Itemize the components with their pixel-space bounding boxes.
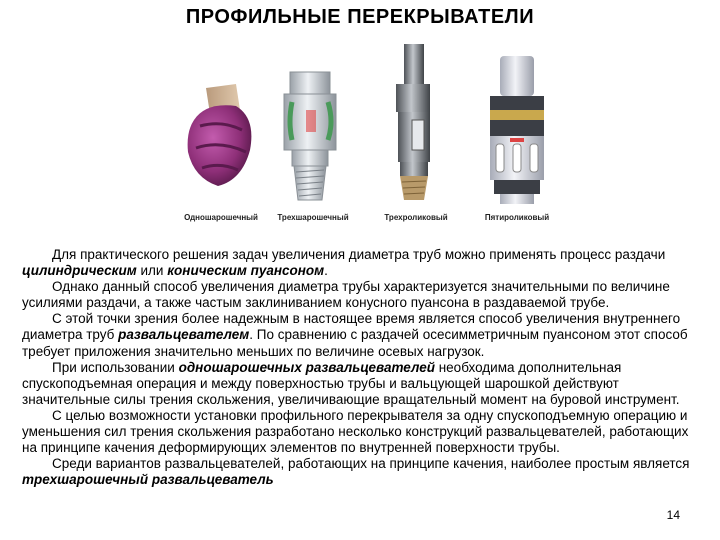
para-4-seg-0: С целью возможности установки профильного перекрывателя за одну спускоподъемную операцию и уменьшения сил трения скольжения разработано несколько конструкций развальцевателей, работающих на принципе качения деформирующих элементов по внутренней поверхности трубы. (22, 407, 689, 456)
para-5-seg-1: трехшарошечный развальцеватель (22, 472, 274, 488)
para-2-seg-2: . По сравнению с раздачей осесимметричным пуансоном этот способ требует приложения значительно меньших по величине осевых нагрузок. (22, 327, 688, 359)
para-0-seg-2: или (136, 263, 168, 279)
para-0-seg-0: Для практического решения задач увеличения диаметра труб можно применять процесс раздачи (52, 247, 666, 262)
one-cone-expander-image (176, 40, 266, 230)
para-3-seg-0: При использовании (52, 359, 179, 375)
three-cone-expander-image (278, 40, 348, 230)
caption-five-roller: Пятироликовый (484, 213, 550, 222)
paragraph (22, 247, 694, 279)
paragraph (22, 279, 694, 311)
para-3-seg-1: одношарошечных развальцевателей (178, 359, 435, 375)
para-2-seg-1: развальцевателем (118, 327, 250, 343)
slide-title: ПРОФИЛЬНЫЕ ПЕРЕКРЫВАТЕЛИ (185, 6, 535, 28)
caption-three-roller: Трехроликовый (384, 213, 448, 222)
page-number: 14 (666, 508, 680, 522)
paragraph (22, 311, 694, 359)
caption-three-cone: Трехшарошечный (277, 213, 349, 222)
para-3-seg-2: необходима дополнительная спускоподъемная операция и между поверхностью трубы и вальцующей шарошкой действуют значительные силы трения скольжения, увеличивающие вращательный момент на буровой инструмент. (22, 359, 680, 407)
para-5-seg-0: Среди вариантов развальцевателей, работающих на принципе качения, наиболее простым является (52, 456, 690, 472)
paragraph (22, 456, 694, 488)
para-0-seg-4: . (324, 263, 328, 279)
paragraph (22, 360, 694, 408)
caption-one-cone: Одношарошечный (184, 213, 258, 222)
para-2-seg-0: С этой точки зрения более надежным в настоящее время является способ увеличения внутреннего диаметра труб (22, 311, 681, 343)
body-text (22, 247, 694, 488)
three-roller-expander-image (386, 40, 446, 230)
para-0-seg-3: коническим пуансоном (167, 263, 325, 279)
para-0-seg-1: цилиндрическим (22, 263, 137, 279)
paragraph (22, 408, 694, 456)
para-1-seg-0: Однако данный способ увеличения диаметра трубы характеризуется значительными по величине усилиями раздачи, а также частым заклиниванием конусного пуансона в раздаваемой трубе. (22, 279, 670, 311)
five-roller-expander-image (482, 40, 552, 230)
